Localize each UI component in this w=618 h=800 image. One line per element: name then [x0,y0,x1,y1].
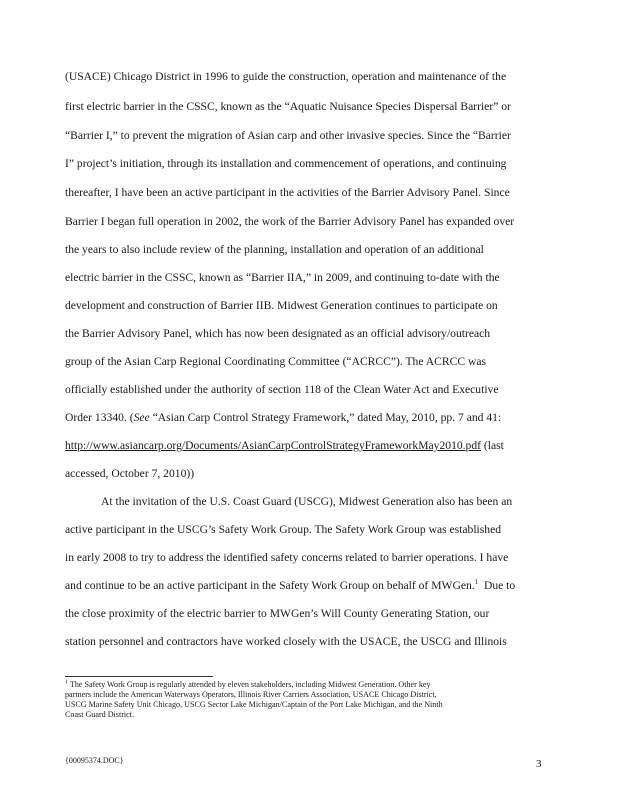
body-line: “Barrier I,” to prevent the migration of Asian carp and other invasive species. Since the “Barrier [65,129,511,142]
url-line [65,439,555,453]
body-line: electric barrier in the CSSC, known as “Barrier IIA,” in 2009, and continuing to-date with the [65,271,500,284]
footnote-reference: 1 [474,578,479,587]
body-line: (USACE) Chicago District in 1996 to guide the construction, operation and maintenance of the [65,70,507,83]
body-line: group of the Asian Carp Regional Coordinating Committee (“ACRCC”). The ACRCC was [65,355,486,368]
footnote-line [65,680,555,690]
body-line [65,579,555,593]
body-line: At the invitation of the U.S. Coast Guard (USCG), Midwest Generation also has been an [101,495,513,508]
body-line-text: Due to [483,579,516,592]
body-line: first electric barrier in the CSSC, known as the “Aquatic Nuisance Species Dispersal Barrier” or [65,100,511,113]
framework-url-link[interactable]: http://www.asiancarp.org/Documents/AsianCarpControlStrategyFrameworkMay2010.pdf [65,439,482,452]
body-line: active participant in the USCG’s Safety Work Group. The Safety Work Group was established [65,523,502,536]
body-line: Order 13340. (See “Asian Carp Control Strategy Framework,” dated May, 2010, pp. 7 and 41: [65,411,502,424]
body-line: officially established under the authority of section 118 of the Clean Water Act and Executive [65,383,499,396]
url-suffix: (last [481,439,504,452]
body-line: station personnel and contractors have worked closely with the USACE, the USCG and Illinois [65,635,507,648]
body-line: the Barrier Advisory Panel, which has now been designated as an official advisory/outreach [65,327,491,340]
footnote-line: Coast Guard District. [65,710,135,719]
body-line: accessed, October 7, 2010)) [65,467,195,480]
body-line: the years to also include review of the planning, installation and operation of an additional [65,243,484,256]
footnote-text: The Safety Work Group is regularly attended by eleven stakeholders, including Midwest Generation. Other key [69,680,431,689]
document-id: {00095374.DOC} [65,756,124,765]
footnote-line: USCG Marine Safety Unit Chicago, USCG Sector Lake Michigan/Captain of the Port Lake Michigan, and the Ninth [65,700,443,709]
footnote-divider [65,676,213,677]
footnote-line: partners include the American Waterways Operators, Illinois River Carriers Association, USACE Chicago District, [65,690,437,699]
footnote-number: 1 [65,679,68,686]
body-line: development and construction of Barrier IIB. Midwest Generation continues to participate on [65,299,498,312]
see-signal: See [133,411,150,424]
body-line: in early 2008 to try to address the identified safety concerns related to barrier operations. I have [65,551,509,564]
body-line: thereafter, I have been an active participant in the activities of the Barrier Advisory Panel. Since [65,186,510,199]
body-line: Barrier I began full operation in 2002, the work of the Barrier Advisory Panel has expanded over [65,215,515,228]
body-line: the close proximity of the electric barrier to MWGen’s Will County Generating Station, our [65,607,490,620]
body-line-text: and continue to be an active participant in the Safety Work Group on behalf of MWGen. [65,579,475,592]
page-number: 3 [536,758,542,770]
body-line: I” project’s initiation, through its installation and commencement of operations, and continuing [65,157,507,170]
